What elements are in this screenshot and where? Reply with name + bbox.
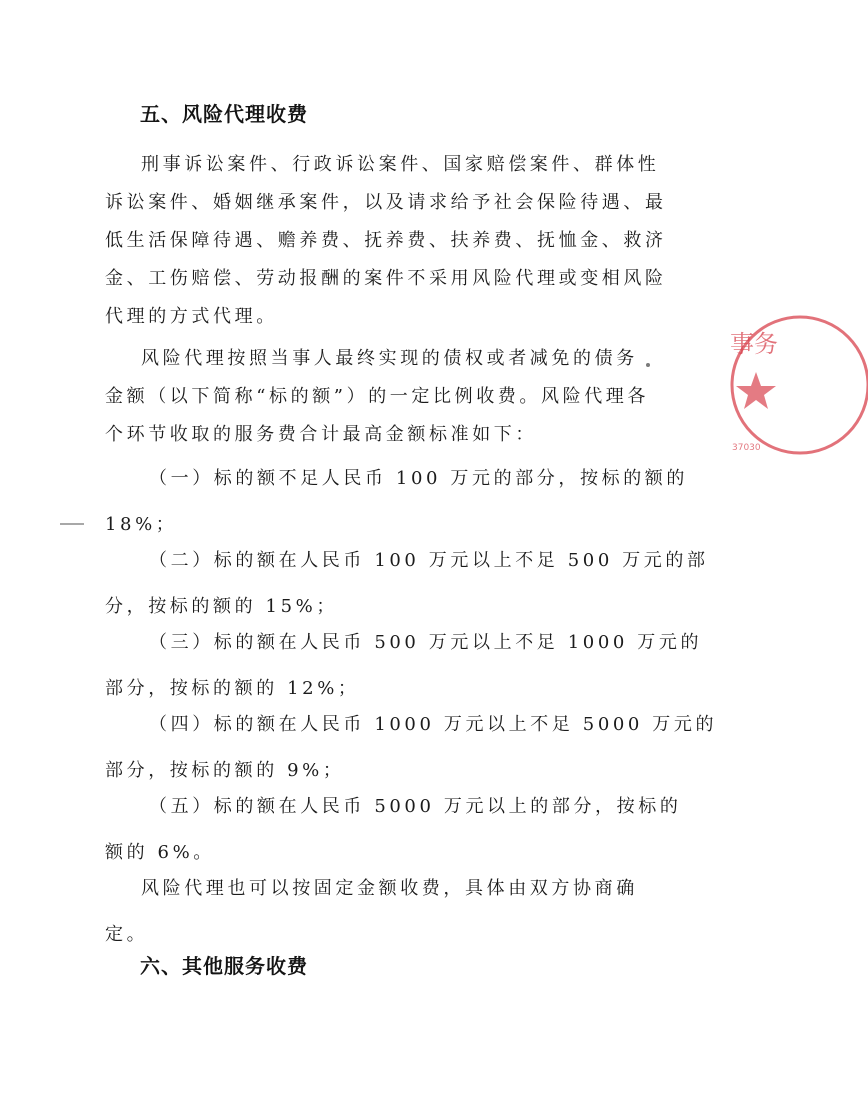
text-line: 金、工伤赔偿、劳动报酬的案件不采用风险代理或变相风险 [105, 268, 667, 289]
fee-tier-2 [105, 538, 709, 630]
section-6-heading: 六、其他服务收费 [140, 954, 308, 978]
text-line: （四）标的额在人民币 1000 万元以上不足 5000 万元的 [149, 714, 718, 735]
text-line: （五）标的额在人民币 5000 万元以上的部分，按标的 [149, 796, 682, 817]
text-line: 额的 6%。 [105, 842, 215, 863]
text-line: （一）标的额不足人民币 100 万元的部分，按标的额的 [149, 468, 688, 489]
text-line: 定。 [105, 924, 149, 945]
text-line: 分，按标的额的 15%； [105, 596, 338, 617]
paragraph-fixed-fee [105, 866, 661, 958]
section-5-heading: 五、风险代理收费 [140, 102, 308, 126]
text-line: 诉讼案件、婚姻继承案件，以及请求给予社会保险待遇、最 [105, 192, 667, 213]
scan-speck [60, 523, 84, 525]
text-line: 代理的方式代理。 [105, 306, 278, 327]
text-line: 18%； [105, 514, 178, 535]
text-line: 风险代理按照当事人最终实现的债权或者减免的债务 [141, 348, 638, 369]
text-line: 部分，按标的额的 12%； [105, 678, 360, 699]
text-line: （二）标的额在人民币 100 万元以上不足 500 万元的部 [149, 550, 709, 571]
text-line: 风险代理也可以按固定金额收费，具体由双方协商确 [141, 878, 638, 899]
fee-tier-3 [105, 620, 703, 712]
text-line: 刑事诉讼案件、行政诉讼案件、国家赔偿案件、群体性 [141, 154, 660, 175]
text-line: （三）标的额在人民币 500 万元以上不足 1000 万元的 [149, 632, 703, 653]
seal-chars: 事务 [730, 330, 778, 358]
text-line: 个环节收取的服务费合计最高金额标准如下： [105, 424, 537, 445]
fee-tier-5 [105, 784, 682, 876]
text-line: 低生活保障待遇、赡养费、抚养费、扶养费、抚恤金、救济 [105, 230, 667, 251]
paragraph-fee-basis [105, 340, 661, 454]
seal-art [730, 317, 868, 453]
scan-speck [646, 363, 650, 367]
paragraph-exclusions [105, 146, 667, 336]
fee-tier-1 [105, 456, 688, 548]
text-line: 金额（以下简称“标的额”）的一定比例收费。风险代理各 [105, 386, 650, 407]
star-icon [736, 372, 776, 409]
fee-tier-4 [105, 702, 718, 794]
text-line: 部分，按标的额的 9%； [105, 760, 345, 781]
seal-number: 37030 [732, 443, 761, 453]
official-seal [728, 300, 868, 470]
